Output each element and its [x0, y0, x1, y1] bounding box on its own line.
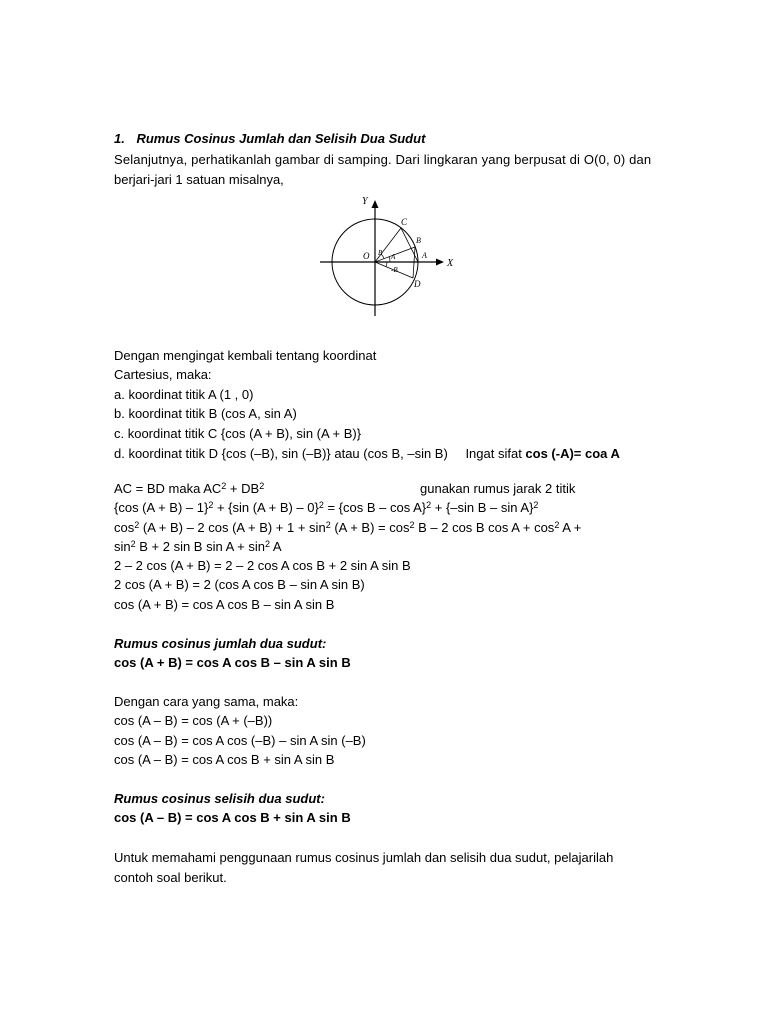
derivation-1-text-2: + DB: [226, 481, 260, 496]
derivation-line-6: 2 cos (A + B) = 2 (cos A cos B – sin A sin B): [114, 577, 365, 592]
sum-formula-title: Rumus cosinus jumlah dua sudut:: [114, 636, 327, 651]
label-point-c: C: [401, 217, 408, 227]
derivation-3-part-c: (A + B) = cos: [330, 520, 410, 535]
derivation-3-part-b: (A + B) – 2 cos (A + B) + 1 + sin: [139, 520, 326, 535]
label-angle-a: A: [391, 253, 396, 261]
coords-line-2: Cartesius, maka:: [114, 367, 212, 382]
coords-item-d-text: d. koordinat titik D {cos (–B), sin (–B)} atau (cos B, –sin B): [114, 446, 448, 461]
coords-item-d: [114, 446, 620, 462]
superscript: 2: [208, 500, 214, 510]
angle-arc-negb: [386, 262, 387, 267]
derivation-1-text: AC = BD maka AC: [114, 481, 222, 496]
derivation-line-5: 2 – 2 cos (A + B) = 2 – 2 cos A cos B + 2 sin A sin B: [114, 558, 411, 573]
diff-formula-title: Rumus cosinus selisih dua sudut:: [114, 791, 325, 806]
superscript: 2: [265, 539, 271, 549]
unit-circle-figure: [318, 192, 468, 322]
superscript: 2: [134, 520, 140, 530]
coords-item-b: b. koordinat titik B (cos A, sin A): [114, 406, 297, 421]
cos-property-note: [465, 446, 620, 461]
derivation-line-1: [114, 481, 264, 497]
derivation-2-part-c: = {cos B – cos A}: [323, 500, 427, 515]
x-axis-arrow: [436, 259, 444, 266]
label-point-a: A: [422, 251, 427, 260]
label-y: Y: [362, 196, 368, 207]
section-heading: [114, 131, 425, 147]
cos-property-formula: cos (-A)= coa A: [525, 446, 620, 461]
coords-item-a: a. koordinat titik A (1 , 0): [114, 387, 254, 402]
superscript: 2: [130, 539, 136, 549]
derivation-line-2: [114, 500, 538, 516]
label-point-d: D: [414, 279, 421, 289]
section-number: 1.: [114, 131, 125, 146]
derivation-4-part-b: B + 2 sin B sin A + sin: [135, 539, 265, 554]
diff-derivation-line-2: cos (A – B) = cos (A + (–B)): [114, 713, 273, 728]
diff-derivation-line-4: cos (A – B) = cos A cos B + sin A sin B: [114, 752, 335, 767]
superscript: 2: [221, 481, 227, 491]
label-origin: O: [363, 251, 370, 261]
diff-derivation-line-3: cos (A – B) = cos A cos (–B) – sin A sin (–B): [114, 733, 366, 748]
derivation-2-part-a: {cos (A + B) – 1}: [114, 500, 209, 515]
derivation-line-4: [114, 539, 282, 555]
cos-property-prefix: Ingat sifat: [465, 446, 526, 461]
coords-item-c: c. koordinat titik C {cos (A + B), sin (A + B)}: [114, 426, 362, 441]
intro-line-1: Selanjutnya, perhatikanlah gambar di samping. Dari lingkaran yang berpusat di O(0, 0) dan: [114, 152, 652, 167]
derivation-3-part-d: B – 2 cos B cos A + cos: [414, 520, 555, 535]
superscript: 2: [426, 500, 432, 510]
coords-line-1: Dengan mengingat kembali tentang koordinat: [114, 348, 377, 363]
y-axis-arrow: [372, 200, 379, 208]
superscript: 2: [325, 520, 331, 530]
derivation-line-3: [114, 520, 581, 536]
superscript: 2: [554, 520, 560, 530]
label-angle-negb: -B: [391, 266, 398, 274]
derivation-3-part-a: cos: [114, 520, 135, 535]
intro-line-2: berjari-jari 1 satuan misalnya,: [114, 172, 284, 187]
distance-formula-note: gunakan rumus jarak 2 titik: [420, 481, 576, 496]
angle-arc-a: [389, 257, 390, 263]
superscript: 2: [409, 520, 415, 530]
label-x: X: [447, 258, 454, 269]
derivation-2-part-b: + {sin (A + B) – 0}: [213, 500, 319, 515]
derivation-4-part-c: A: [270, 539, 282, 554]
superscript: 2: [259, 481, 265, 491]
sum-formula: cos (A + B) = cos A cos B – sin A sin B: [114, 655, 351, 670]
derivation-3-part-e: A +: [559, 520, 582, 535]
label-point-b: B: [416, 236, 421, 245]
diff-formula: cos (A – B) = cos A cos B + sin A sin B: [114, 810, 351, 825]
closing-line-1: Untuk memahami penggunaan rumus cosinus jumlah dan selisih dua sudut, pelajarilah: [114, 850, 614, 865]
label-angle-b: B: [378, 249, 383, 257]
derivation-line-7: cos (A + B) = cos A cos B – sin A sin B: [114, 597, 335, 612]
superscript: 2: [533, 500, 539, 510]
derivation-4-part-a: sin: [114, 539, 131, 554]
closing-line-2: contoh soal berikut.: [114, 870, 227, 885]
chord-ac: [401, 228, 418, 262]
derivation-2-part-d: + {–sin B – sin A}: [431, 500, 534, 515]
diff-derivation-line-1: Dengan cara yang sama, maka:: [114, 694, 299, 709]
superscript: 2: [318, 500, 324, 510]
section-title: Rumus Cosinus Jumlah dan Selisih Dua Sudut: [136, 131, 426, 146]
